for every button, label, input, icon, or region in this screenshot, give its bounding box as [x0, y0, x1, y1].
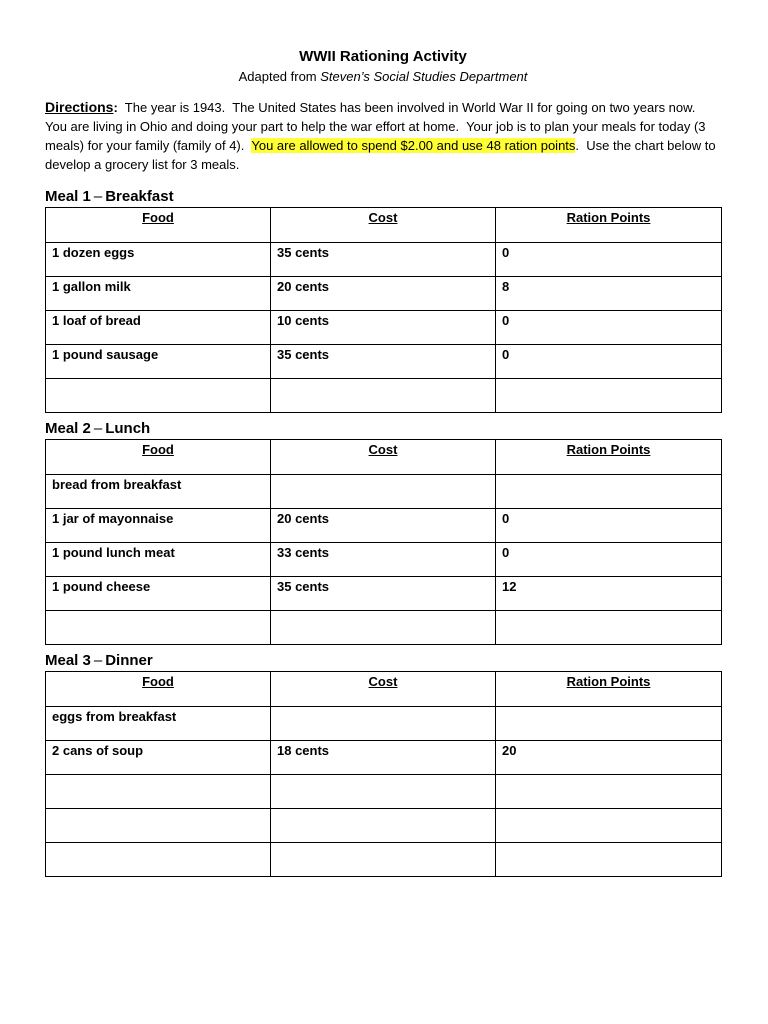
cost-cell[interactable] [271, 775, 496, 809]
meal-2-table [45, 439, 722, 645]
directions-highlight: You are allowed to spend $2.00 and use 48 ration points [251, 138, 576, 153]
points-cell[interactable]: 0 [496, 243, 722, 277]
header-cost: Cost [271, 440, 496, 475]
table-header-row [46, 440, 722, 475]
table-row [46, 741, 722, 775]
directions-paragraph [45, 98, 721, 174]
food-cell[interactable] [46, 809, 271, 843]
points-cell[interactable]: 20 [496, 741, 722, 775]
page-subtitle [45, 69, 721, 84]
cost-cell[interactable]: 18 cents [271, 741, 496, 775]
points-cell[interactable] [496, 775, 722, 809]
points-cell[interactable]: 0 [496, 345, 722, 379]
meal-2-heading [45, 419, 721, 439]
food-cell[interactable]: 1 dozen eggs [46, 243, 271, 277]
food-cell[interactable]: 1 pound lunch meat [46, 543, 271, 577]
cost-cell[interactable] [271, 475, 496, 509]
table-row [46, 311, 722, 345]
meal-1-label: Meal 1 [45, 188, 91, 205]
meal-1-table [45, 207, 722, 413]
points-cell[interactable]: 0 [496, 311, 722, 345]
points-cell[interactable] [496, 809, 722, 843]
table-row [46, 577, 722, 611]
table-row [46, 707, 722, 741]
meal-3-label: Meal 3 [45, 652, 91, 669]
subtitle-source: Steven’s Social Studies Department [320, 69, 528, 84]
table-row [46, 775, 722, 809]
food-cell[interactable]: bread from breakfast [46, 475, 271, 509]
cost-cell[interactable] [271, 809, 496, 843]
table-row [46, 277, 722, 311]
header-food: Food [46, 672, 271, 707]
cost-cell[interactable] [271, 379, 496, 413]
cost-cell[interactable]: 35 cents [271, 345, 496, 379]
food-cell[interactable]: eggs from breakfast [46, 707, 271, 741]
food-cell[interactable]: 1 gallon milk [46, 277, 271, 311]
cost-cell[interactable]: 35 cents [271, 577, 496, 611]
cost-cell[interactable]: 35 cents [271, 243, 496, 277]
table-row [46, 809, 722, 843]
header-food: Food [46, 440, 271, 475]
cost-cell[interactable] [271, 843, 496, 877]
table-row [46, 843, 722, 877]
table-row [46, 475, 722, 509]
food-cell[interactable] [46, 775, 271, 809]
directions-text-end: . Use the chart below to develop a grocery list for 3 meals. [45, 138, 720, 172]
header-food: Food [46, 208, 271, 243]
food-cell[interactable] [46, 379, 271, 413]
points-cell[interactable] [496, 843, 722, 877]
directions-text: The year is 1943. The United States has been involved in World War II for going on two years now. You are living in Ohio and doing your part to help the war effort at home. Your job is to plan your meals for today (3 meals) for your family (family of 4). [45, 100, 710, 153]
meal-2-separator: – [93, 420, 103, 437]
table-row [46, 379, 722, 413]
header-ration-points: Ration Points [496, 440, 722, 475]
food-cell[interactable]: 2 cans of soup [46, 741, 271, 775]
cost-cell[interactable] [271, 707, 496, 741]
meal-1-separator: – [93, 188, 103, 205]
points-cell[interactable]: 0 [496, 543, 722, 577]
points-cell[interactable] [496, 379, 722, 413]
points-cell[interactable]: 0 [496, 509, 722, 543]
cost-cell[interactable]: 20 cents [271, 509, 496, 543]
points-cell[interactable] [496, 475, 722, 509]
header-ration-points: Ration Points [496, 208, 722, 243]
meal-2-label: Meal 2 [45, 420, 91, 437]
meal-3-separator: – [93, 652, 103, 669]
table-row [46, 345, 722, 379]
meal-2-name: Lunch [105, 420, 151, 437]
food-cell[interactable] [46, 611, 271, 645]
cost-cell[interactable]: 20 cents [271, 277, 496, 311]
points-cell[interactable]: 12 [496, 577, 722, 611]
table-header-row [46, 672, 722, 707]
table-header-row [46, 208, 722, 243]
header-cost: Cost [271, 208, 496, 243]
directions-label: Directions [45, 99, 114, 115]
meal-3-heading [45, 651, 721, 671]
food-cell[interactable]: 1 pound cheese [46, 577, 271, 611]
table-row [46, 243, 722, 277]
meal-3-table [45, 671, 722, 877]
worksheet-page [45, 48, 721, 877]
meal-3-name: Dinner [105, 652, 153, 669]
points-cell[interactable] [496, 611, 722, 645]
subtitle-prefix: Adapted from [238, 69, 321, 84]
points-cell[interactable]: 8 [496, 277, 722, 311]
cost-cell[interactable]: 10 cents [271, 311, 496, 345]
header-ration-points: Ration Points [496, 672, 722, 707]
table-row [46, 543, 722, 577]
meal-1-heading [45, 187, 721, 207]
points-cell[interactable] [496, 707, 722, 741]
meal-1-name: Breakfast [105, 188, 174, 205]
header-cost: Cost [271, 672, 496, 707]
cost-cell[interactable]: 33 cents [271, 543, 496, 577]
food-cell[interactable] [46, 843, 271, 877]
table-row [46, 611, 722, 645]
food-cell[interactable]: 1 jar of mayonnaise [46, 509, 271, 543]
cost-cell[interactable] [271, 611, 496, 645]
food-cell[interactable]: 1 loaf of bread [46, 311, 271, 345]
page-title: WWII Rationing Activity [299, 48, 467, 65]
table-row [46, 509, 722, 543]
directions-colon: : [113, 100, 118, 115]
food-cell[interactable]: 1 pound sausage [46, 345, 271, 379]
